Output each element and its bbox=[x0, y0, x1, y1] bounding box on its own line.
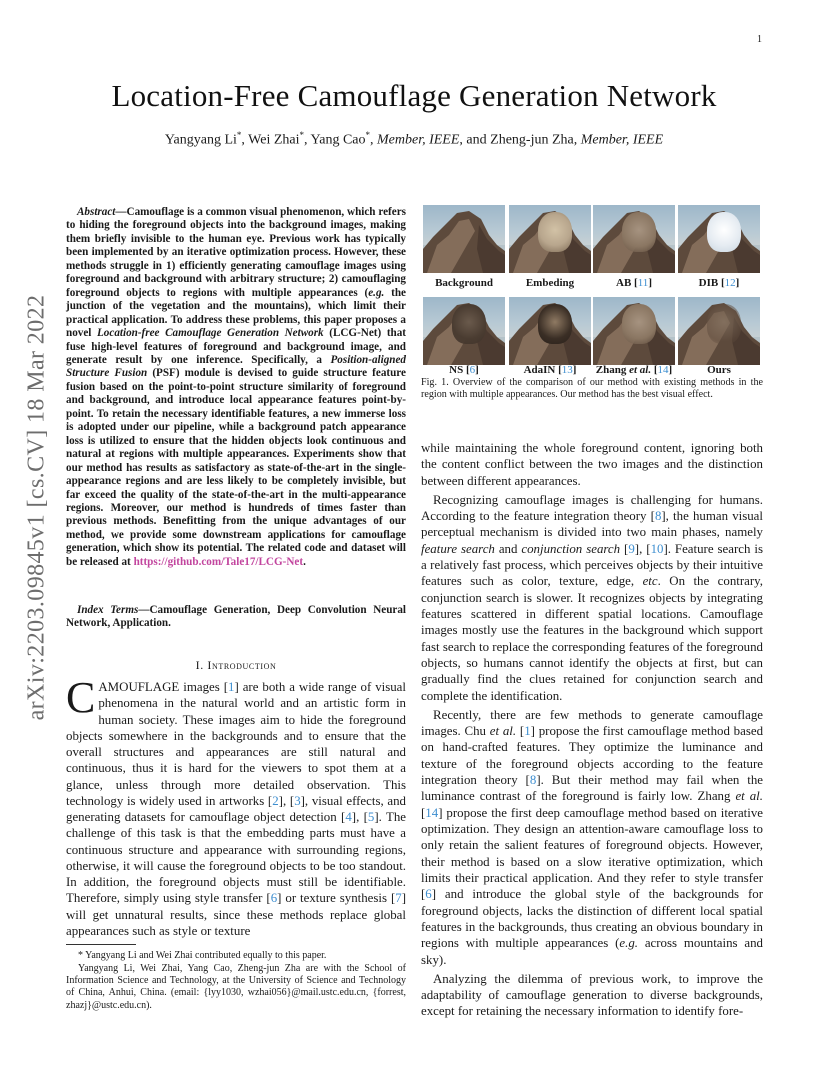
arxiv-identifier-text: arXiv:2203.09845v1 [cs.CV] 18 Mar 2022 bbox=[23, 294, 50, 720]
paragraph: Recently, there are few methods to generate camouflage images. Chu et al. [1] propose the first camouflage method based on hand-crafted features. They optimize the luminance and texture of the foreground objects according to the feature integration theory [8]. But their method may fail when the luminance contrast of the foreground is fairly low. Zhang et al. [14] propose the first deep camouflage method based on iterative optimization. They design an attention-aware camouflage loss to only retain the salient features of foreground objects. However, their method is based on a slow iterative optimization, which limits their practical application. And they refer to style transfer [6] and introduce the global style of the backgrounds for foreground objects, lacks the distinction of different local spatial features in the backgrounds, thus creating an obvious boundary in regions with multiple appearances (e.g. across mountains and sky). bbox=[421, 707, 764, 967]
drop-cap: C bbox=[66, 673, 96, 722]
page-number: 1 bbox=[757, 34, 762, 45]
figure-panel-label: AB [11] bbox=[616, 277, 652, 289]
camouflaged-object bbox=[452, 304, 486, 344]
author-name: Yang Cao bbox=[310, 132, 366, 148]
camouflaged-object bbox=[538, 304, 572, 344]
equal-contribution-mark: * bbox=[299, 130, 305, 140]
figure-panel-label: DIB [12] bbox=[698, 277, 740, 289]
equal-contribution-mark: * bbox=[365, 130, 370, 140]
citation-link[interactable]: 1 bbox=[228, 680, 235, 694]
figure-thumbnail bbox=[593, 205, 675, 273]
citation-link[interactable]: 14 bbox=[425, 805, 439, 820]
figure-panel-label: NS [6] bbox=[449, 364, 479, 376]
figure-1-comparison-grid bbox=[421, 205, 763, 405]
citation-link[interactable]: 1 bbox=[524, 723, 531, 738]
citation-link[interactable]: 14 bbox=[657, 364, 669, 376]
citation-link[interactable]: 3 bbox=[294, 793, 301, 808]
citation-link[interactable]: 11 bbox=[637, 277, 649, 289]
figure-thumbnail bbox=[423, 297, 505, 365]
figure-thumbnail bbox=[678, 205, 760, 273]
paragraph: while maintaining the whole foreground content, ignoring both the content conflict between the two images and the distinction between different appearances. bbox=[421, 441, 763, 488]
figure-panel-label: Background bbox=[435, 277, 493, 289]
author-membership: Member, IEEE bbox=[580, 132, 664, 148]
introduction-paragraph: CAMOUFLAGE images [1] are both a wide range of visual phenomena in the natural world and an artistic form in human society. These images aim to hide the foreground objects somewhere in the backgrounds and to ensure that the overall structures and appearances are still natural and continuous, thus it is hard for the viewers to spot them at a glance, unless through more detailed observation. This technology is widely used in artworks [2], [3], visual effects, and generating datasets for camouflage object detection [4], [5]. The challenge of this task is that the embedding parts must have a continuous structure and appearance with surrounding regions, otherwise, it will cause the foreground objects to be too standout. In addition, the foreground objects must still be identifiable. Therefore, simply using style transfer [6] or texture synthesis [7] will get unnatural results, since these methods replace global appearances such as style or texture bbox=[66, 673, 407, 938]
abstract: Abstract—Camouflage is a common visual phenomenon, which refers to hiding the foreground objects into the background images, making them briefly invisible to the human eye. Previous work has typically been implemented by an iterative optimization process. However, these methods struggle in 1) efficiently generating camouflage images using foreground and background with arbitrary structure; 2) camouflaging foreground objects to regions with multiple appearances (e.g. the junction of the vegetation and the mountains), which limit their practical application. To address these problems, this paper proposes a novel Location-free Camouflage Generation Network (LCG-Net) that fuse high-level features of foreground and background image, and generate result by one inference. Specifically, a Position-aligned Structure Fusion (PSF) module is devised to guide structure feature fusion based on the point-to-point structure similarity of foreground and background, and introduce local appearance features point-by-point. To retain the necessary identifiable features, a new immerse loss is adopted under our pipeline, while a background patch appearance loss is utilized to ensure that the hidden objects look continuous and natural at regions with multiple appearances. Experiments show that our method has results as satisfactory as state-of-the-art in the single-appearance regions and are less likely to be completely invisible, but far exceed the quality of the state-of-the-art in the multi-appearance regions. Moreover, our method is hundreds of times faster than previous methods. Benefitting from the unique advantages of our method, we provide some downstream applications for camouflage generation, which show its potential. The related code and dataset will be released at https://github.com/Tale17/LCG-Net. bbox=[66, 206, 406, 568]
author-name: Wei Zhai bbox=[248, 132, 300, 148]
citation-link[interactable]: 6 bbox=[270, 891, 278, 906]
figure-1-caption: Fig. 1. Overview of the comparison of our method with existing methods in the region with multiple appearances. Our method has the best visual effect. bbox=[421, 377, 763, 401]
camouflaged-object bbox=[622, 304, 656, 344]
camouflaged-object bbox=[622, 212, 656, 252]
paragraph: Analyzing the dilemma of previous work, to improve the adaptability of camouflage generation to diverse backgrounds, except for retaining the necessary information to identify fore- bbox=[421, 971, 763, 1019]
author-membership: Member, IEEE bbox=[377, 132, 460, 148]
citation-link[interactable]: 2 bbox=[272, 793, 279, 808]
mountain-rock bbox=[423, 205, 505, 273]
figure-thumbnail bbox=[509, 205, 591, 273]
footnote-divider bbox=[66, 944, 136, 945]
index-terms: Index Terms—Camouflage Generation, Deep Convolution Neural Network, Application. bbox=[66, 604, 407, 630]
paragraph: Recognizing camouflage images is challenging for humans. According to the feature integration theory [8], the human visual perceptual mechanism is divided into two main phases, namely feature search and conjunction search [9], [10]. Feature search is a relatively fast process, which perceives objects by their intuitive features such as color, texture, edge, etc. On the contrary, conjunction search is slower. It recognizes objects by integrating features scattered in different spatial locations. Camouflage images mostly use the features in the background which support fast search to replace the corresponding features of the foreground objects, so humans cannot identify the objects at first, but can gradually find the clues retained for conjunction search and complete the identification. bbox=[421, 492, 763, 703]
citation-link[interactable]: 13 bbox=[561, 364, 573, 376]
paper-title: Location-Free Camouflage Generation Network bbox=[111, 78, 717, 113]
footnote-affiliation: Yangyang Li, Wei Zhai, Yang Cao, Zheng-jun Zha are with the School of Information Science and Technology, at the University of Science and Technology of China, Anhui, China. (email: {lyy1030, wzhai056}@mail.ustc.edu.cn, {forrest, zhazj}@ustc.edu.cn). bbox=[66, 963, 406, 1011]
figure-panel-label: Embeding bbox=[525, 277, 575, 289]
figure-thumbnail bbox=[509, 297, 591, 365]
camouflaged-object bbox=[538, 212, 572, 252]
citation-link[interactable]: 7 bbox=[395, 891, 402, 906]
camouflaged-object bbox=[707, 212, 741, 252]
figure-panel-label: Ours bbox=[707, 364, 731, 376]
citation-link[interactable]: 8 bbox=[654, 508, 662, 523]
abstract-lead: Abstract bbox=[77, 206, 116, 218]
author-name: Yangyang Li bbox=[164, 132, 237, 148]
citation-link[interactable]: 6 bbox=[425, 887, 432, 902]
right-column-text bbox=[421, 440, 763, 1020]
citation-link[interactable]: 6 bbox=[469, 364, 476, 376]
figure-thumbnail bbox=[423, 205, 505, 273]
footnote-equal-contribution: * Yangyang Li and Wei Zhai contributed equally to this paper. bbox=[78, 950, 327, 961]
citation-link[interactable]: 8 bbox=[529, 772, 537, 787]
camouflaged-object bbox=[707, 304, 741, 344]
figure-panel-label: Zhang et al. [14] bbox=[595, 364, 673, 376]
figure-panel-label: AdaIN [13] bbox=[523, 364, 577, 376]
figure-thumbnail bbox=[678, 297, 760, 365]
code-repository-link[interactable]: https://github.com/Tale17/LCG-Net bbox=[133, 555, 304, 568]
citation-link[interactable]: 9 bbox=[628, 541, 635, 556]
citation-link[interactable]: 4 bbox=[345, 810, 352, 824]
citation-link[interactable]: 5 bbox=[367, 810, 375, 824]
index-terms-lead: Index Terms bbox=[77, 604, 139, 616]
section-heading-introduction: I. Introduction bbox=[195, 658, 277, 672]
citation-link[interactable]: 12 bbox=[724, 277, 736, 289]
equal-contribution-mark: * bbox=[236, 130, 242, 140]
figure-thumbnail bbox=[593, 297, 675, 365]
author-list: Yangyang Li*, Wei Zhai*, Yang Cao*, Member, IEEE, and Zheng-jun Zha, Member, IEEE bbox=[164, 130, 664, 148]
author-name: Zheng-jun Zha bbox=[490, 132, 574, 148]
arxiv-identifier-sidebar bbox=[20, 282, 54, 732]
citation-link[interactable]: 10 bbox=[650, 541, 664, 556]
